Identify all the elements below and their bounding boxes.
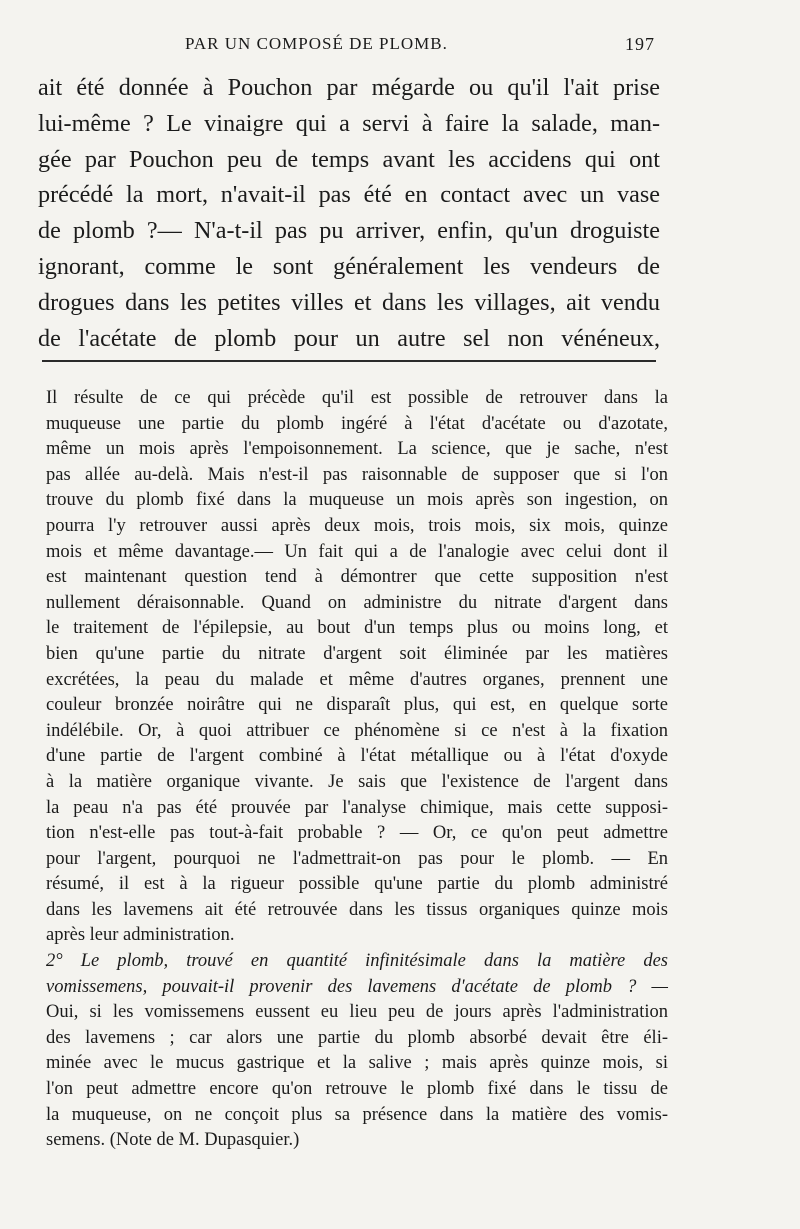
note-line: le traitement de l'épilepsie, au bout d'un temps plus ou moins long, et (46, 618, 668, 639)
note-line: des lavemens ; car alors une partie du plomb absorbé devait être éli- (46, 1027, 668, 1048)
note-line: Oui, si les vomissemens eussent eu lieu peu de jours après l'administration (46, 1002, 668, 1023)
note-line: est maintenant question tend à démontrer que cette supposition n'est (46, 567, 668, 588)
main-line: précédé la mort, n'avait-il pas été en contact avec un vase (38, 181, 660, 209)
note-line: muqueuse une partie du plomb ingéré à l'état d'acétate ou d'azotate, (46, 413, 668, 434)
note-line-italic: vomissemens, pouvait-il provenir des lavemens d'acétate de plomb ? — (46, 976, 668, 997)
note-line: à la matière organique vivante. Je sais que l'existence de l'argent dans (46, 771, 668, 792)
note-line: minée avec le mucus gastrique et la salive ; mais après quinze mois, si (46, 1053, 668, 1074)
main-line: de l'acétate de plomb pour un autre sel non vénéneux, (38, 324, 660, 352)
main-text (38, 70, 660, 356)
note-line: tion n'est-elle pas tout-à-fait probable ? — Or, ce qu'on peut admettre (46, 823, 668, 844)
page-number: 197 (625, 34, 655, 54)
footnote-text (46, 386, 668, 1154)
main-line: ait été donnée à Pouchon par mégarde ou qu'il l'ait prise (38, 74, 660, 101)
note-line: semens. (Note de M. Dupasquier.) (46, 1130, 300, 1151)
footnote-separator (42, 360, 656, 362)
main-line: de plomb ?— N'a-t-il pas pu arriver, enfin, qu'un droguiste (38, 217, 660, 245)
note-line: pas allée au-delà. Mais n'est-il pas raisonnable de supposer que si l'on (46, 464, 668, 485)
note-line: dans les lavemens ait été retrouvée dans les tissus organiques quinze mois (46, 899, 668, 920)
note-line: indélébile. Or, à quoi attribuer ce phénomène si ce n'est à la fixation (46, 720, 668, 741)
note-line: pourra l'y retrouver aussi après deux mois, trois mois, six mois, quinze (46, 515, 668, 536)
note-line: l'on peut admettre encore qu'on retrouve le plomb fixé dans le tissu de (46, 1079, 668, 1100)
note-line: trouve du plomb fixé dans la muqueuse un mois après son ingestion, on (46, 490, 668, 511)
running-title: PAR UN COMPOSÉ DE PLOMB. (185, 34, 448, 53)
note-line: après leur administration. (46, 925, 235, 946)
main-line: drogues dans les petites villes et dans les villages, ait vendu (38, 288, 660, 316)
main-line: gée par Pouchon peu de temps avant les accidens qui ont (38, 145, 660, 173)
note-line: résumé, il est à la rigueur possible qu'une partie du plomb administré (46, 874, 668, 895)
note-line: d'une partie de l'argent combiné à l'état métallique ou à l'état d'oxyde (46, 746, 668, 767)
note-line: couleur bronzée noirâtre qui ne disparaît plus, qui est, en quelque sorte (46, 695, 668, 716)
note-line: même un mois après l'empoisonnement. La science, que je sache, n'est (46, 439, 668, 460)
note-line: pour l'argent, pourquoi ne l'admettrait-on pas pour le plomb. — En (46, 848, 668, 869)
note-line: mois et même davantage.— Un fait qui a de l'analogie avec celui dont il (46, 541, 668, 562)
note-line: bien qu'une partie du nitrate d'argent soit éliminée par les matières (46, 643, 668, 664)
note-line: Il résulte de ce qui précède qu'il est possible de retrouver dans la (46, 388, 668, 408)
note-line: la peau n'a pas été prouvée par l'analyse chimique, mais cette supposi- (46, 797, 668, 818)
note-line: la muqueuse, on ne conçoit plus sa présence dans la matière des vomis- (46, 1104, 668, 1125)
note-line: nullement déraisonnable. Quand on administre du nitrate d'argent dans (46, 592, 668, 613)
note-line: excrétées, la peau du malade et même d'autres organes, prennent une (46, 669, 668, 690)
main-line: ignorant, comme le sont généralement les vendeurs de (38, 252, 660, 280)
note-line-italic: 2° Le plomb, trouvé en quantité infinitésimale dans la matière des (46, 951, 668, 972)
main-line: lui-même ? Le vinaigre qui a servi à faire la salade, man- (38, 109, 660, 137)
